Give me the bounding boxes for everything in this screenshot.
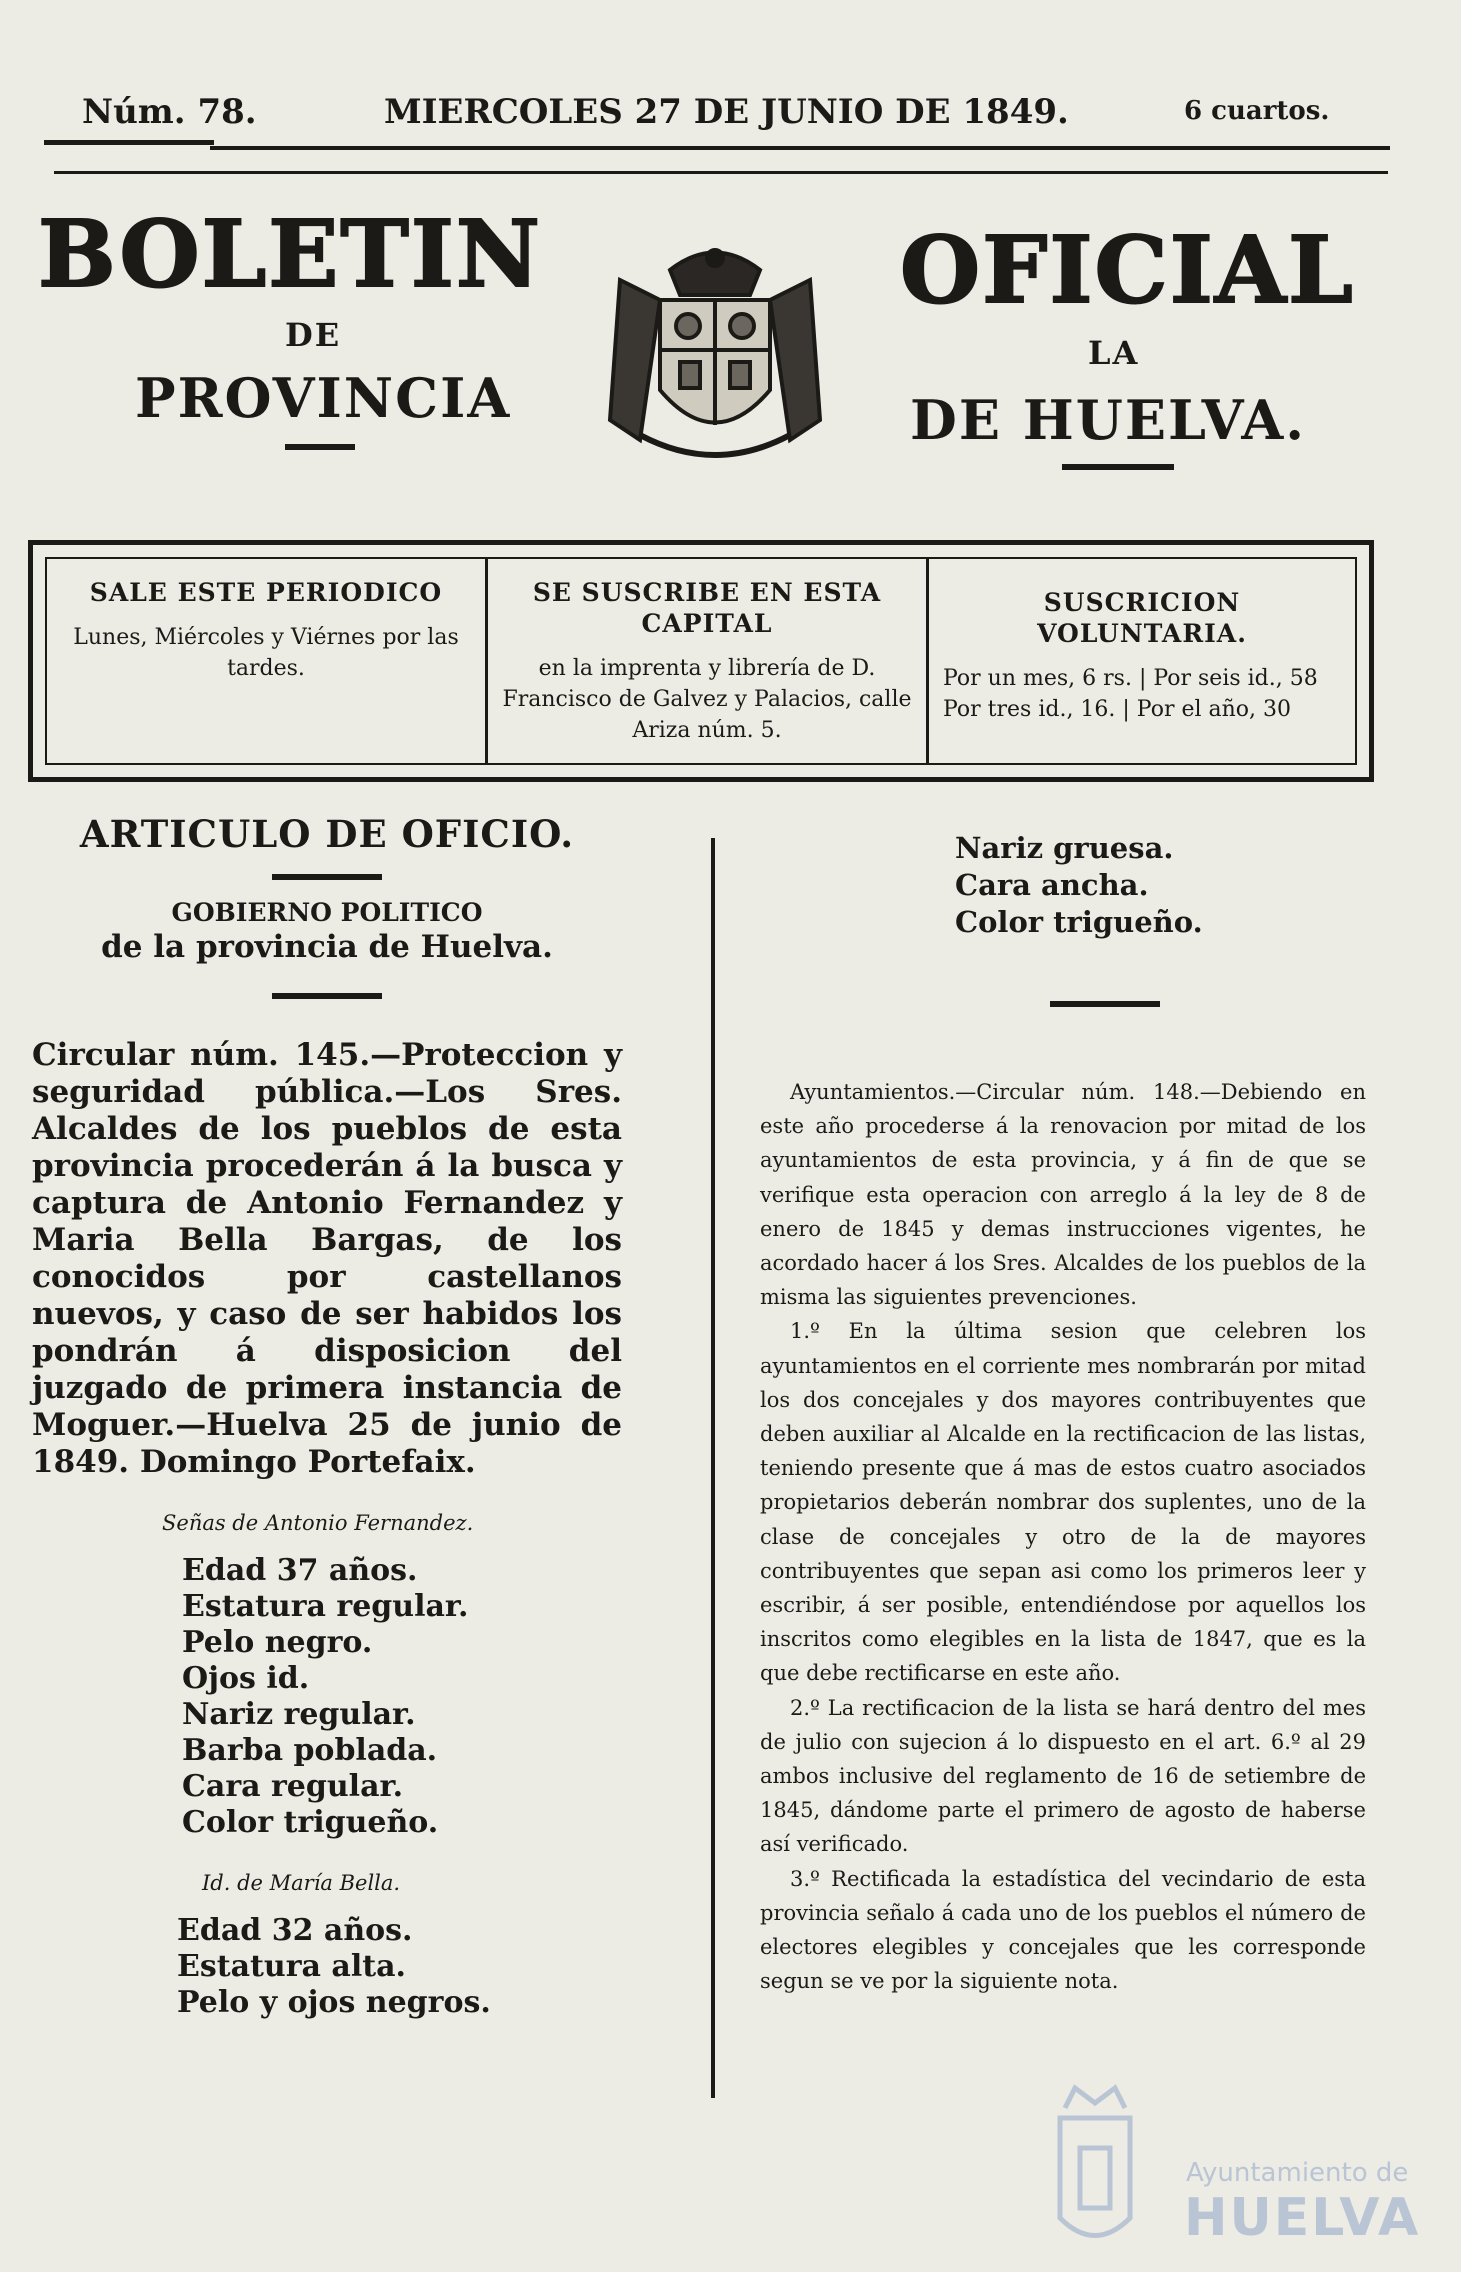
paragraph: 3.º Rectificada la estadística del vecindario de esta provincia señalo á cada uno de los pueblos el número de electores elegibles y concejales que les corresponde segun se ve por la siguiente nota.	[760, 1866, 1366, 1994]
right-column	[760, 830, 1366, 1998]
title-provincia: PROVINCIA	[135, 366, 512, 430]
paragraph: Ayuntamientos.—Circular núm. 148.—Debiendo en este año procederse á la renovacion por mitad de los ayuntamientos de esta provincia, y á fin de que se verifique esta operacion con arreglo á la ley de 8 de enero de 1845 y demas instrucciones vigentes, he acordado hacer á los Sres. Alcaldes de los pueblos de la misma las siguientes prevenciones.	[760, 1080, 1366, 1310]
right-rule	[1050, 1001, 1160, 1007]
section-heading: ARTICULO DE OFICIO.	[79, 812, 575, 856]
paragraph: 2.º La rectificacion de la lista se hará dentro del mes de julio con sujecion á lo dispuesto en el art. 6.º al 29 ambos inclusive del reglamento de 16 de setiembre de 1845, dándome parte el primero de agosto de haberse así verificado.	[760, 1695, 1366, 1857]
section-rule	[272, 874, 382, 880]
info-prices-line-1: Por un mes, 6 rs. | Por seis id., 58	[943, 666, 1318, 691]
bella-list	[177, 1913, 622, 2021]
issue-number: Núm. 78.	[82, 92, 257, 132]
senas-item: Estatura regular.	[182, 1589, 469, 1624]
senas-item: Pelo negro.	[182, 1625, 373, 1660]
circular-145-text: Circular núm. 145.—Proteccion y seguridad pública.—Los Sres. Alcaldes de los pueblos de esta provincia procederán á la busca y captura de Antonio Fernandez y Maria Bella Bargas, de los conocidos por castellanos nuevos, y caso de ser habidos los pondrán á disposicion del juzgado de primera instancia de Moguer.—Huelva 25 de junio de 1849. Domingo Portefaix.	[32, 1037, 622, 1480]
title-de: DE	[285, 316, 342, 354]
bella-item: Color trigueño.	[955, 905, 1203, 939]
info-schedule-text: Lunes, Miércoles y Viérnes por las tardes.	[73, 625, 459, 681]
info-subscribe-title: SE SUSCRIBE EN ESTA CAPITAL	[532, 578, 882, 638]
senas-item: Cara regular.	[182, 1769, 404, 1804]
bella-item: Nariz gruesa.	[955, 831, 1174, 865]
left-column	[32, 812, 622, 2021]
senas-item: Nariz regular.	[182, 1697, 416, 1732]
top-rule	[210, 146, 1390, 150]
title-rule-left	[285, 444, 355, 450]
section-rule-2	[272, 993, 382, 999]
bella-item: Pelo y ojos negros.	[177, 1985, 491, 2020]
coat-of-arms-icon	[600, 240, 830, 470]
info-col-subscribe	[488, 559, 926, 763]
senas-item: Edad 37 años.	[182, 1553, 418, 1588]
title-de-huelva: DE HUELVA.	[910, 388, 1307, 452]
title-oficial: OFICIAL	[900, 216, 1355, 324]
bella-item: Cara ancha.	[955, 868, 1149, 902]
column-divider	[711, 838, 715, 2098]
provincia-heading: de la provincia de Huelva.	[101, 929, 553, 965]
bella-item: Estatura alta.	[177, 1949, 406, 1984]
info-col-prices	[929, 559, 1355, 763]
senas-item: Color trigueño.	[182, 1805, 439, 1840]
title-la: LA	[1088, 334, 1140, 372]
senas-title: Señas de Antonio Fernandez.	[162, 1511, 474, 1535]
bella-title: Id. de María Bella.	[202, 1871, 401, 1895]
circular-148	[760, 1075, 1366, 1998]
info-schedule-title: SALE ESTE PERIODICO	[89, 578, 443, 607]
senas-item: Ojos id.	[182, 1661, 310, 1696]
gobierno-heading: GOBIERNO POLITICO	[171, 898, 483, 927]
top-rule-left	[44, 140, 214, 145]
info-prices-line-2: Por tres id., 16. | Por el año, 30	[943, 697, 1292, 722]
top-rule-thin	[54, 171, 1388, 174]
info-prices-title: SUSCRICION VOLUNTARIA.	[1037, 588, 1247, 648]
huelva-shield-watermark-icon	[1050, 2078, 1140, 2258]
issue-price: 6 cuartos.	[1184, 96, 1330, 126]
paragraph: 1.º En la última sesion que celebren los ayuntamientos en el corriente mes nombrarán por mitad los dos concejales y dos mayores contribuyentes que deben auxiliar al Alcalde en la rectificacion de las listas, teniendo presente que á mas de estos cuatro asociados propietarios deberán nombrar dos suplentes, uno de la clase de concejales y otro de la de mayores contribuyentes que sepan asi como los primeros leer y escribir, á ser posible, entendiéndose por aquellos los inscritos como elegibles en la lista de 1847, que es la que debe rectificarse en este año.	[760, 1319, 1366, 1686]
info-col-schedule	[47, 559, 485, 763]
senas-item: Barba poblada.	[182, 1733, 438, 1768]
bella-item: Edad 32 años.	[177, 1913, 413, 1948]
title-rule-right	[1062, 464, 1174, 470]
info-box	[28, 540, 1374, 782]
watermark-line-2: HUELVA	[1184, 2188, 1421, 2248]
watermark-line-1: Ayuntamiento de	[1186, 2158, 1409, 2188]
bella-list-cont	[955, 830, 1366, 941]
issue-date: MIERCOLES 27 DE JUNIO DE 1849.	[384, 92, 1069, 132]
senas-list	[182, 1553, 622, 1841]
info-subscribe-text: en la imprenta y librería de D. Francisco de Galvez y Palacios, calle Ariza núm. 5.	[502, 656, 912, 743]
title-boletin: BOLETIN	[38, 200, 543, 308]
